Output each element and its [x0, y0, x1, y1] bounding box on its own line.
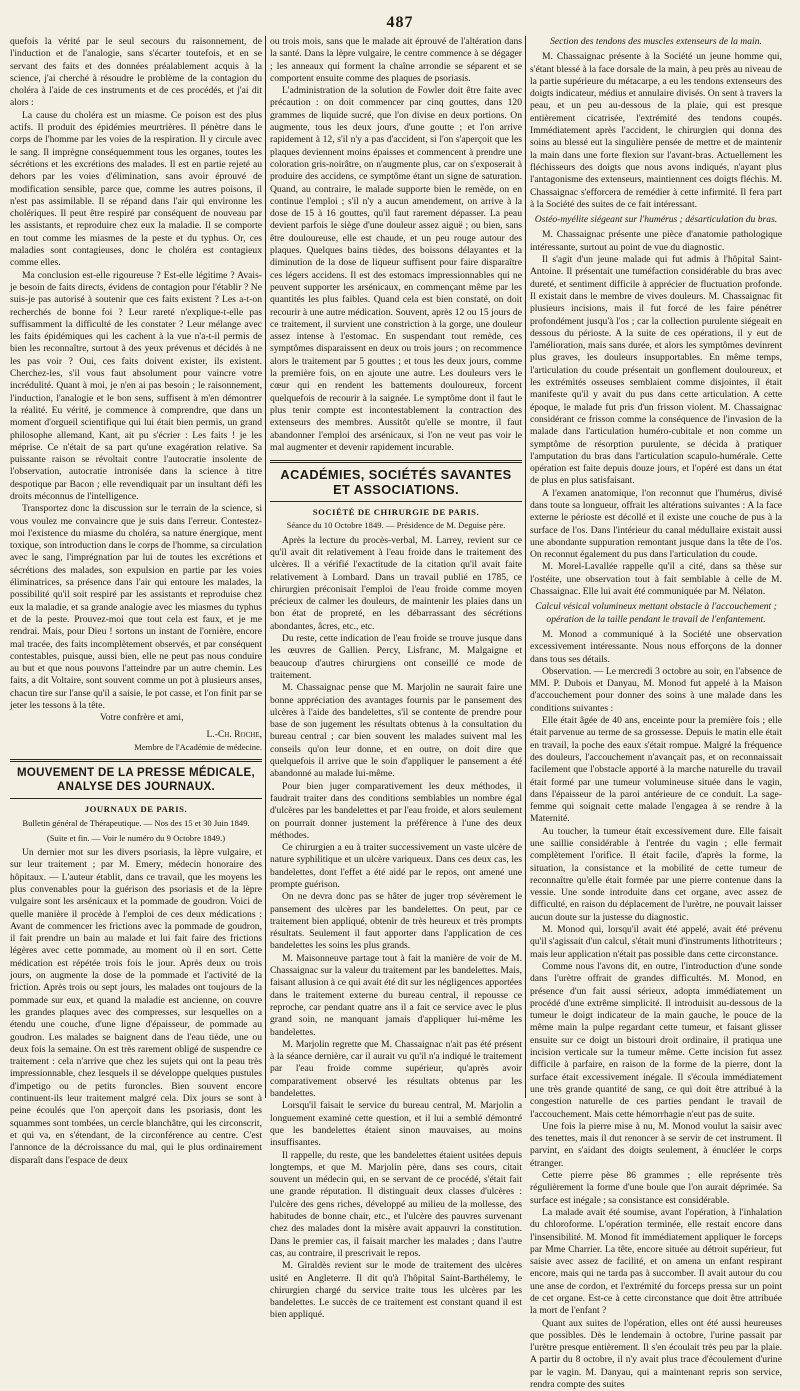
paragraph: quefois la vérité par le seul secours du raisonnement, de l'induction et de l'analogie, sans s'écarter toutefois, et en se servant des faits et des données préalablement acquis à la science, j'ai cherché à résoudre le problème de la contagion du choléra à l'aide de ces instruments et de ces procédés, et j'ai dit alors :	[10, 36, 262, 109]
session-line: Séance du 10 Octobre 1849. — Présidence de M. Deguise père.	[286, 520, 506, 531]
paragraph: Observation. — Le mercredi 3 octobre au soir, en l'absence de MM. P. Dubois et Danyau, M. Monod fut appelé à la Maison d'accouchement pour donner des soins à une malade dans les conditions suivantes :	[530, 665, 782, 714]
subsection-title: SOCIÉTÉ DE CHIRURGIE DE PARIS.	[312, 507, 480, 518]
closing-line: Votre confrère et ami,	[100, 712, 184, 724]
paragraph: M. Morel-Lavallée rappelle qu'il a cité, dans sa thèse sur l'ostéite, une observation tout à fait semblable à celle de M. Chassaignac. Elle lui avait été communiquée par M. Nélaton.	[530, 561, 782, 598]
divider	[10, 798, 262, 799]
paragraph: Cette pierre pèse 86 grammes ; elle représente très régulièrement la forme d'une boule que l'on aurait déprimée. Sa surface est inégale ; sa consistance est considérable.	[530, 1170, 782, 1206]
continuation-note: (Suite et fin. — Voir le numéro du 9 Octobre 1849.)	[46, 832, 226, 843]
paragraph: Transportez donc la discussion sur le terrain de la science, si vous voulez me convaincre que je suis dans l'erreur. Contestez-moi l'existence du miasme du choléra, sa nature énergique, ment toxique, son introduction dans le corps de l'homme, sa circulation avec le sang, l'imprégnation par lui de toutes les excrétions et sécrétions des malades, son expulsion en partie par les voies éliminatrices, sa présence dans l'air qui entoure les malades, la possibilité qu'il soit respiré par les assistants et reproduise chez eux la maladie, et sa grande analogie avec les miasmes du typhus et de la peste. Prouvez-moi que tout cela est faux, et je me rendrai. Mais, pour Dieu ! sortons un instant de l'ornière, encore mal tracée, des faits incomplètement observés, et par conséquent contestables, puisque, aussi bien, elle ne peut pas nous conduire au but et que nous pouvons l'atteindre par un autre chemin. Les faits, a dit Voltaire, sont souvent comme un pot à plusieurs anses, chacun tire sur l'anse qu'il a saisie, le pot casse, et l'on finit par se jeter les tessons à la tête.	[10, 503, 262, 712]
section-divider	[10, 759, 262, 762]
paragraph: M. Maisonneuve partage tout à fait la manière de voir de M. Chassaignac sur la valeur du traitement par les bandelettes. Mais, faisant allusion à ce qui avait été dit sur les négligences apportées dans le traitement externe du bureau central, il repousse ce reproche, car pendant quatre ans il a fait ce service avec le plus grand soin, ne manquant jamais d'appliquer lui-même les bandelettes.	[270, 952, 522, 1038]
divider	[270, 501, 522, 502]
column-3	[530, 36, 782, 1391]
paragraph: Lorsqu'il faisait le service du bureau central, M. Marjolin a longuement examiné cette question, et il lui a semblé démontré que les bandelettes étaient sinon mauvaises, au moins insuffisantes.	[270, 1100, 522, 1149]
paragraph: M. Chassaignac présente à la Société un jeune homme qui, s'étant blessé à la face dorsale de la main, à peu près au niveau de la partie supérieure du métacarpe, a eu les tendons extenseurs des doigts indicateur, médius et annulaire divisés. On sent à travers la peau, et un peu au-dessous de la plaie, qui est presque entièrement cicatrisée, l'extrémité des tendons coupés. Immédiatement après l'accident, le chirurgien qui donna des soins au blessé eut la singulière pensée de mettre et de maintenir la main dans une forte flexion sur l'avant-bras. Actuellement les fléchisseurs des doigts que nous avons indiqués, n'ayant plus l'antagonisme des extenseurs, maintiennent ces doigts fléchis. M. Chassaignac s'efforcera de remédier à cette infirmité. Il fera part à la Société des suites de ce fait intéressant.	[530, 51, 782, 210]
paragraph: M. Chassaignac présente une pièce d'anatomie pathologique intéressante, surtout au point de vue du diagnostic.	[530, 229, 782, 253]
section-title-academies: ACADÉMIES, SOCIÉTÉS SAVANTES ET ASSOCIATIONS.	[280, 467, 512, 498]
author-title: Membre de l'Académie de médecine.	[134, 741, 262, 752]
subsection-heading: Section des tendons des muscles extenseurs de la main.	[550, 36, 762, 47]
subsection-heading: Ostéo-myélite siégeant sur l'humérus ; désarticulation du bras.	[534, 214, 778, 226]
paragraph: Ce chirurgien a eu à traiter successivement un vaste ulcère de nature syphilitique et un ulcère variqueux. Dans ces deux cas, les bandelettes, dont l'effet a été aidé par le repos, ont amené une prompte guérison.	[270, 842, 522, 890]
paragraph: Quant aux suites de l'opération, elles ont été aussi heureuses que possibles. Dès le lendemain à octobre, l'urine passait par l'urètre presque entièrement. Il s'en écoulait très peu par la plaie. A partir du 8 octobre, il n'y avait plus trace d'écoulement d'urine par le vagin. M. Danyau, qui a maintenant repris son service, rendra compte des suites	[530, 1317, 782, 1391]
paragraph: A l'examen anatomique, l'on reconnut que l'humérus, divisé dans toute sa longueur, offrait les altérations suivantes : A la face externe le périoste est décollé et il existe une couche de pus à la surface de l'os. Dans l'intérieur du canal médullaire existait aussi une abondante suppuration remontant jusque dans la tête de l'os. On reconnut également du pus dans l'articulation du coude.	[530, 487, 782, 561]
column-rule-left	[265, 36, 266, 1098]
paragraph: Au toucher, la tumeur était excessivement dure. Elle faisait une saillie considérable à l'entrée du vagin ; elle fermait complètement l'orifice. Il était facile, d'après la forme, la situation, la consistance et la mobilité de cette tumeur de reconnaître qu'elle était formée par une pierre contenue dans la vessie. Une sonde introduite dans cet organe, avec assez de difficulté, en raison du déplacement de l'urètre, ne pouvait laisser aucun doute sur la justesse du diagnostic.	[530, 825, 782, 923]
paragraph: M. Chassaignac pense que M. Marjolin ne saurait faire une bonne appréciation des avantages fournis par le pansement des ulcères à l'aide des bandelettes, s'il se contente de prendre pour base de son jugement les résultats obtenus à la consultation du bureau central ; car bien souvent les malades suivent mal les conseils qu'on leur donne, et en outre, on doit dire que quelquefois il arrive que le soin d'appliquer le pansement a été abandonné au malade lui-même.	[270, 682, 522, 780]
paragraph: Elle était âgée de 40 ans, enceinte pour la première fois ; elle était parvenue au terme de sa grossesse. Depuis le matin elle était en travail, la poche des eaux s'était rompue. Malgré la fréquence des douleurs, l'accouchement n'avançait pas, et on reconnaissait facilement que l'obstacle apporté à la marche naturelle du travail était formé par une tumeur volumineuse située dans le vagin, dans l'épaisseur de la paroi antérieure de ce conduit. La sage-femme qui soignait cette malade l'engagea à se rendre à la Maternité.	[530, 715, 782, 825]
column-1	[10, 36, 262, 1166]
paragraph: Du reste, cette indication de l'eau froide se trouve jusque dans les œuvres de Gallien. Percy, Lisfranc, M. Malgaigne et beaucoup d'autres chirurgiens ont conseillé ce mode de traitement.	[270, 633, 522, 681]
paragraph: M. Monod qui, lorsqu'il avait été appelé, avait été prévenu qu'il s'agissait d'un calcul, s'était muni d'instruments lithotriteurs ; mais leur application n'était pas possible dans cette circonstance.	[530, 924, 782, 960]
section-title-press: MOUVEMENT DE LA PRESSE MÉDICALE, ANALYSE DES JOURNAUX.	[17, 767, 255, 794]
journal-line: Bulletin général de Thérapeutique. — Nos des 15 et 30 Juin 1849.	[22, 817, 250, 828]
page-number: 487	[386, 14, 414, 31]
paragraph: La malade avait été soumise, avant l'opération, à l'inhalation du chloroforme. L'opération terminée, elle restait encore dans l'insensibilité. M. Monod fit immédiatement appliquer le forceps par Mme Charrier. La tête, encore située au détroit supérieur, fut saisie avec assez de facilité, et on amena un enfant respirant encore, mais qui ne tarda pas à succomber. Il avait autour du cou une anse de cordon, et l'extrémité du forceps pressa sur un point de cet organe. Est-ce à cette circonstance que doit être attribuée la mort de l'enfant ?	[530, 1206, 782, 1317]
paragraph: M. Marjolin regrette que M. Chassaignac n'ait pas été présent à la séance dernière, car il aurait vu qu'il n'a indiqué le traitement par l'eau froide comme supérieur, qu'après avoir comparativement observé les résultats obtenus par les bandelettes.	[270, 1038, 522, 1100]
author-signature: L.-Ch. Roche,	[206, 728, 262, 740]
section-divider	[270, 460, 522, 463]
subsection-heading: Calcul vésical volumineux mettant obstacle à l'accouchement ; opération de la taille pendant le travail de l'enfantement.	[535, 601, 777, 625]
paragraph: Ma conclusion est-elle rigoureuse ? Est-elle légitime ? Avais-je besoin de faits directs, évidens de contagion pour l'établir ? Ne suis-je pas autorisé à soutenir que ces faits existent ? Les a-t-on recherchés de bonne foi ? Leur rareté n'explique-t-elle pas suffisamment la difficulté de les constater ? Leur mélange avec les faits épidémiques qui les cachent à la vue n'a-t-il permis de bien les reconnaître, surtout à des yeux prévenus et décidés à ne les pas voir ? Oui, ces faits doivent exister, ils existent. Cherchez-les, s'il vous faut absolument pour vaincre votre incrédulité. Quant à moi, je n'en ai pas besoin ; le raisonnement, l'induction, l'analogie et le bon sens, suffisent à m'en démontrer la réalité. Eu vérité, je commence à comprendre, que dans un moment d'orgueil scientifique qui lui était bien permis, un grand philosophe allemand, Kant, ait pu s'écrier : Les faits ! je les méprise. Ce n'était de sa part qu'une exagération relative. Sa puissante raison se révoltait contre l'autocratie insolente de l'observation, autocratie intronisée dans la science à titre despotique par Bacon ; elle revendiquait par un insultant défi les droits méconnus de l'intelligence.	[10, 269, 262, 502]
column-2	[270, 36, 522, 1321]
paragraph: Une fois la pierre mise à nu, M. Monod voulut la saisir avec des tenettes, mais il dut renoncer à se servir de cet instrument. Il parvint, en s'aidant des doigts seulement, à énucléer le corps étranger.	[530, 1120, 782, 1169]
column-rule-right	[525, 36, 526, 1098]
paragraph: Comme nous l'avons dit, en outre, l'introduction d'une sonde dans l'urètre offrait de grandes difficultés. M. Monod, en présence d'un fait aussi sérieux, adopta immédiatement un procédé d'une extrême simplicité. Il introduisit au-dessous de la tumeur le doigt indicateur de la main gauche, le pouce de la même main la pulpe regardant cette tumeur, et faisant glisser ensuite sur ce doigt un bistouri droit ordinaire, il pratiqua une incision verticale sur la tumeur même. Cette incision fut assez difficile à parfaire, en raison de la forme de la pierre, dont la surface était excessivement inégale. Il s'écoula immédiatement une très grande quantité de sang, ce qui doit être attribué à la congestion naturelle de ces parties pendant le travail de l'accouchement. Mais cette hémorrhagie n'eut pas de suite.	[530, 960, 782, 1120]
paragraph: La cause du choléra est un miasme. Ce poison est des plus actifs. Il produit des épidémies meurtrières. Il pénètre dans le corps de l'homme par les voies de la respiration. Il y circule avec le sang. Il imprègne conséquemment tous les organes, toutes les sécrétions et les excrétions des malades. Il est en partie rejeté au dehors par les voies d'élimination, sans avoir éprouvé de modification sensible, parce que, comme les autres poisons, il n'est pas assimilable. Il se répand dans l'air qui environne les cholériques. Il peut être respiré par conséquent de nouveau par les assistants, et reproduire chez eux la maladie. Il se comporte en tout comme les miasmes de la peste et du typhus. Or, ces maladies sont contagieuses, donc le choléra est contagieux comme elles.	[10, 109, 262, 269]
paragraph: On ne devra donc pas se hâter de juger trop sévèrement le pansement des ulcères par les bandelettes. On peut, par ce traitement bien appliqué, obtenir de très heureux et très prompts résultats. Seulement il faut apporter dans l'application de ces bandelettes les soins les plus grands.	[270, 891, 522, 952]
paragraph: Un dernier mot sur les divers psoriasis, la lèpre vulgaire, et sur leur traitement ; par M. Emery, médecin honoraire des hôpitaux. — L'auteur établit, dans ce travail, que les moyens les plus convenables pour la guérison des psoriasis et de la lèpre vulgaire sont les arsénicaux et la pommade de goudron. Voici de quelle manière il procède à l'emploi de ces deux médications : Avant de commencer les frictions avec la pommade de goudron, il fait prendre un bain au malade et lui fait faire des frictions légères avec cette pommade, au moment où il en sort. Cette médication est répétée trois fois le jour. Après deux ou trois jours, on augmente la dose de la pommade et l'activité de la friction. Après trois ou sept jours, les malades ont toujours de la pommade sur eux, et quand la maladie est ancienne, on couvre les grandes plaques avec des compresses, sur lesquelles on a étendu une couche, d'une ligne d'épaisseur, de pommade au goudron. Les malades se baignent dans de l'eau tiède, une ou deux fois la semaine. On est très rarement obligé de suspendre ce traitement : cela n'arrive que chez les sujets qui ont la peau très impressionnable, chez lesquels il se développe quelques pustules d'impetigo ou de petits furoncles. Bien souvent encore continuent-ils leur traitement malgré cela. Dix jours se sont à peine écoulés que l'on aperçoit dans les psoriasis, dont les squammes sont tombées, un cercle blanchâtre, qui les circonscrit, et qui va, en s'étendant, de la circonférence au centre. C'est l'annonce de la décroissance du mal, qui le plus ordinairement disparaît dans l'espace de deux	[10, 847, 262, 1166]
paragraph: Il s'agit d'un jeune malade qui fut admis à l'hôpital Saint-Antoine. Il présentait une tuméfaction considérable du bras avec dureté, et sentiment difficile à apprécier de fluctuation profonde. Il existait dans le membre de vives douleurs. M. Chassaignac fit plusieurs incisions, mais il fut forcé de les faire pénétrer profondément jusqu'à l'os ; car la collection purulente siégeait en dessous du périoste. A la suite de ces opérations, il y eut de l'amélioration, mais sans durée, et alors les symptômes devinrent plus graves, les douleurs insupportables. En même temps, l'articulation du coude présentait un gonflement douloureux, et les extrémités osseuses semblaient comme disjointes, il était manifeste qu'il y avait du pus dans cette articulation. A cette époque, le malade fut pris d'un frisson violent. M. Chassaignac considérant ce frisson comme la conséquence de l'invasion de la malade dans l'articulation huméro-cubitale et non comme un symptôme de résorption purulente, se décida à pratiquer l'amputation du bras dans l'articulation scapulo-humérale. Cette opération est faite depuis douze jours, et l'opéré est dans un état de plus en plus satisfaisant.	[530, 254, 782, 487]
paragraph: Après la lecture du procès-verbal, M. Larrey, revient sur ce qu'il avait dit relativement à l'eau froide dans le traitement des ulcères. Il a vérifié l'exactitude de la citation qu'il avait faite relativement à Lombard. Dans un travail publié en 1785, ce chirurgien préconisait l'emploi de l'eau froide comme moyen précieux de calmer les douleurs, de maintenir les plaies dans un bon état de propreté, en les débarrassant des sécrétions abondantes, âcres, etc., etc.	[270, 534, 522, 632]
subsection-title: JOURNAUX DE PARIS.	[84, 804, 188, 815]
paragraph: M. Monod a communiqué à la Société une observation excessivement intéressante. Nous nous efforçons de la donner dans tous ses détails.	[530, 628, 782, 665]
paragraph: Pour bien juger comparativement les deux méthodes, il faudrait traiter dans des conditions semblables un nombre égal d'ulcères par les bandelettes et par l'eau froide, et alors seulement on pourrait donner justement la préférence à l'une des deux méthodes.	[270, 780, 522, 841]
paragraph: M. Giraldès revient sur le mode de traitement des ulcères usité en Angleterre. Il dit qu'à l'hôpital Saint-Barthélemy, le chirurgien chargé du service traite tous les ulcères par les bandelettes. Le succès de ce traitement est constant quand il est bien appliqué.	[270, 1260, 522, 1321]
paragraph: L'administration de la solution de Fowler doit être faite avec précaution : on doit commencer par cinq gouttes, dans 120 grammes de liquide sucré, que l'on divise en deux portions. On augmente, tous les deux jours, d'une goutte ; et l'on arrive rapidement à 12, s'il n'y a pas d'accident, si l'on s'aperçoit que les plaques deviennent moins épaisses et commencent à prendre une coloration gris-noirâtre, on n'augmente plus, car on s'exposerait à produire des accidens, ce symptôme étant un signe de saturation. Quand, au contraire, le malade supporte bien le remède, on en continue l'emploi ; s'il n'y a aucun amendement, on arrive à la dose de 15 à 16 gouttes, qu'il faut rarement dépasser. La peau devient parfois le siège d'une douleur assez aiguë ; ou bien, sans être douloureuse, elle est chaude, et un peu rouge autour des plaques. Quelques bains tièdes, des boissons délayantes et la diminution de la dose de liqueur suffisent pour faire disparaître ces légers accidens. Il est des estomacs impressionnables qui ne peuvent supporter les arsénicaux, en commençant même par les quantités les plus faibles. Quand cela est bien constaté, on doit recourir à une autre médication. Souvent, après 12 ou 15 jours de ce traitement, il survient une constriction à la gorge, une douleur assez intense à l'estomac. En suspendant tout remède, ces symptômes disparaissent en deux ou trois jours ; on recommence alors le traitement par 5 gouttes ; et tous les deux jours, comme la première fois, on en ajoute une autre. Les douleurs vers le cœur qui en rendent les battements douloureux, forcent quelquefois de recourir à la saignée. Le symptôme dont il faut le plus tenir compte est incontestablement la contraction des extenseurs des membres. Aussitôt qu'elle se montre, il faut abandonner l'emploi des arsénicaux, si l'on ne veut pas voir le mal augmenter et devenir rapidement incurable.	[270, 85, 522, 453]
paragraph: ou trois mois, sans que le malade ait éprouvé de l'altération dans la santé. Dans la lèpre vulgaire, le centre commence à se dégager ; les anneaux qui forment la chaîne arrondie se séparent et se comportent ensuite comme des plaques de psoriasis.	[270, 36, 522, 84]
paragraph: Il rappelle, du reste, que les bandelettes étaient usitées depuis longtemps, et que M. Marjolin père, dans ses cours, citait souvent un médecin qui, en se servant de ce procédé, s'était fait une grande réputation. Il distinguait deux classes d'ulcères : l'ulcère des gens riches, développé au milieu de la mollesse, des habitudes de bonne chair, etc., et l'ulcère des pauvres survenant chez des malades dont la misère avait appauvri la constitution. Dans le premier cas, il faisait marcher les malades ; dans l'autre cas, au contraire, il prescrivait le repos.	[270, 1149, 522, 1259]
